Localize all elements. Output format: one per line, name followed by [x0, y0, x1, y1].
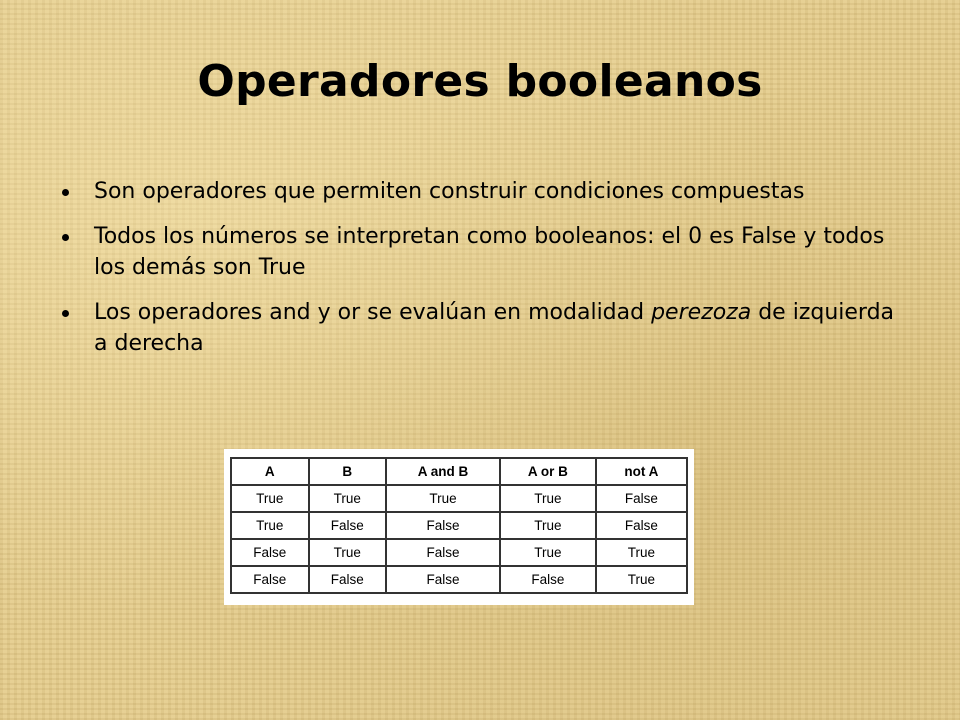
bullet-item: [58, 297, 908, 359]
column-header: not A: [596, 458, 687, 485]
table-row: [231, 485, 687, 512]
bullet-text-emphasis: perezoza: [651, 300, 752, 325]
bullet-text-segment: Son operadores que permiten construir condiciones compuestas: [94, 179, 805, 204]
bullet-dot: [62, 310, 69, 317]
table-cell: True: [386, 485, 500, 512]
column-header: A or B: [500, 458, 596, 485]
bullet-text-segment: Todos los números se interpretan como booleanos: el 0 es False y todos los demás son True: [94, 224, 885, 280]
table-header-row: [231, 458, 687, 485]
bullet-item: [58, 221, 908, 283]
bullet-text-segment: de izquierda a derecha: [94, 300, 895, 356]
table-cell: False: [309, 566, 387, 593]
table-cell: False: [309, 512, 387, 539]
table-cell: False: [231, 566, 309, 593]
bullet-text: [94, 224, 884, 280]
bullet-text-segment: Los operadores and y or se evalúan en modalidad: [94, 300, 652, 325]
truth-table-image: [224, 449, 694, 605]
table-cell: True: [596, 566, 687, 593]
table-cell: True: [309, 539, 387, 566]
table-row: [231, 512, 687, 539]
table-cell: True: [231, 485, 309, 512]
table-cell: False: [596, 512, 687, 539]
table-cell: False: [231, 539, 309, 566]
table-cell: False: [596, 485, 687, 512]
table-cell: True: [596, 539, 687, 566]
table-cell: False: [386, 566, 500, 593]
bullet-text: [94, 179, 804, 204]
table-cell: True: [231, 512, 309, 539]
bullet-text: [94, 300, 894, 356]
slide-title: Operadores booleanos: [197, 56, 763, 107]
bullet-item: [58, 176, 908, 207]
table-row: [231, 539, 687, 566]
truth-table: [230, 457, 688, 594]
table-cell: False: [500, 566, 596, 593]
table-cell: True: [500, 539, 596, 566]
table-cell: True: [309, 485, 387, 512]
table-cell: False: [386, 539, 500, 566]
bullet-list: [58, 176, 908, 373]
column-header: A and B: [386, 458, 500, 485]
table-cell: False: [386, 512, 500, 539]
table-row: [231, 566, 687, 593]
table-cell: True: [500, 485, 596, 512]
bullet-dot: [62, 189, 69, 196]
column-header: B: [309, 458, 387, 485]
bullet-dot: [62, 234, 69, 241]
table-cell: True: [500, 512, 596, 539]
column-header: A: [231, 458, 309, 485]
